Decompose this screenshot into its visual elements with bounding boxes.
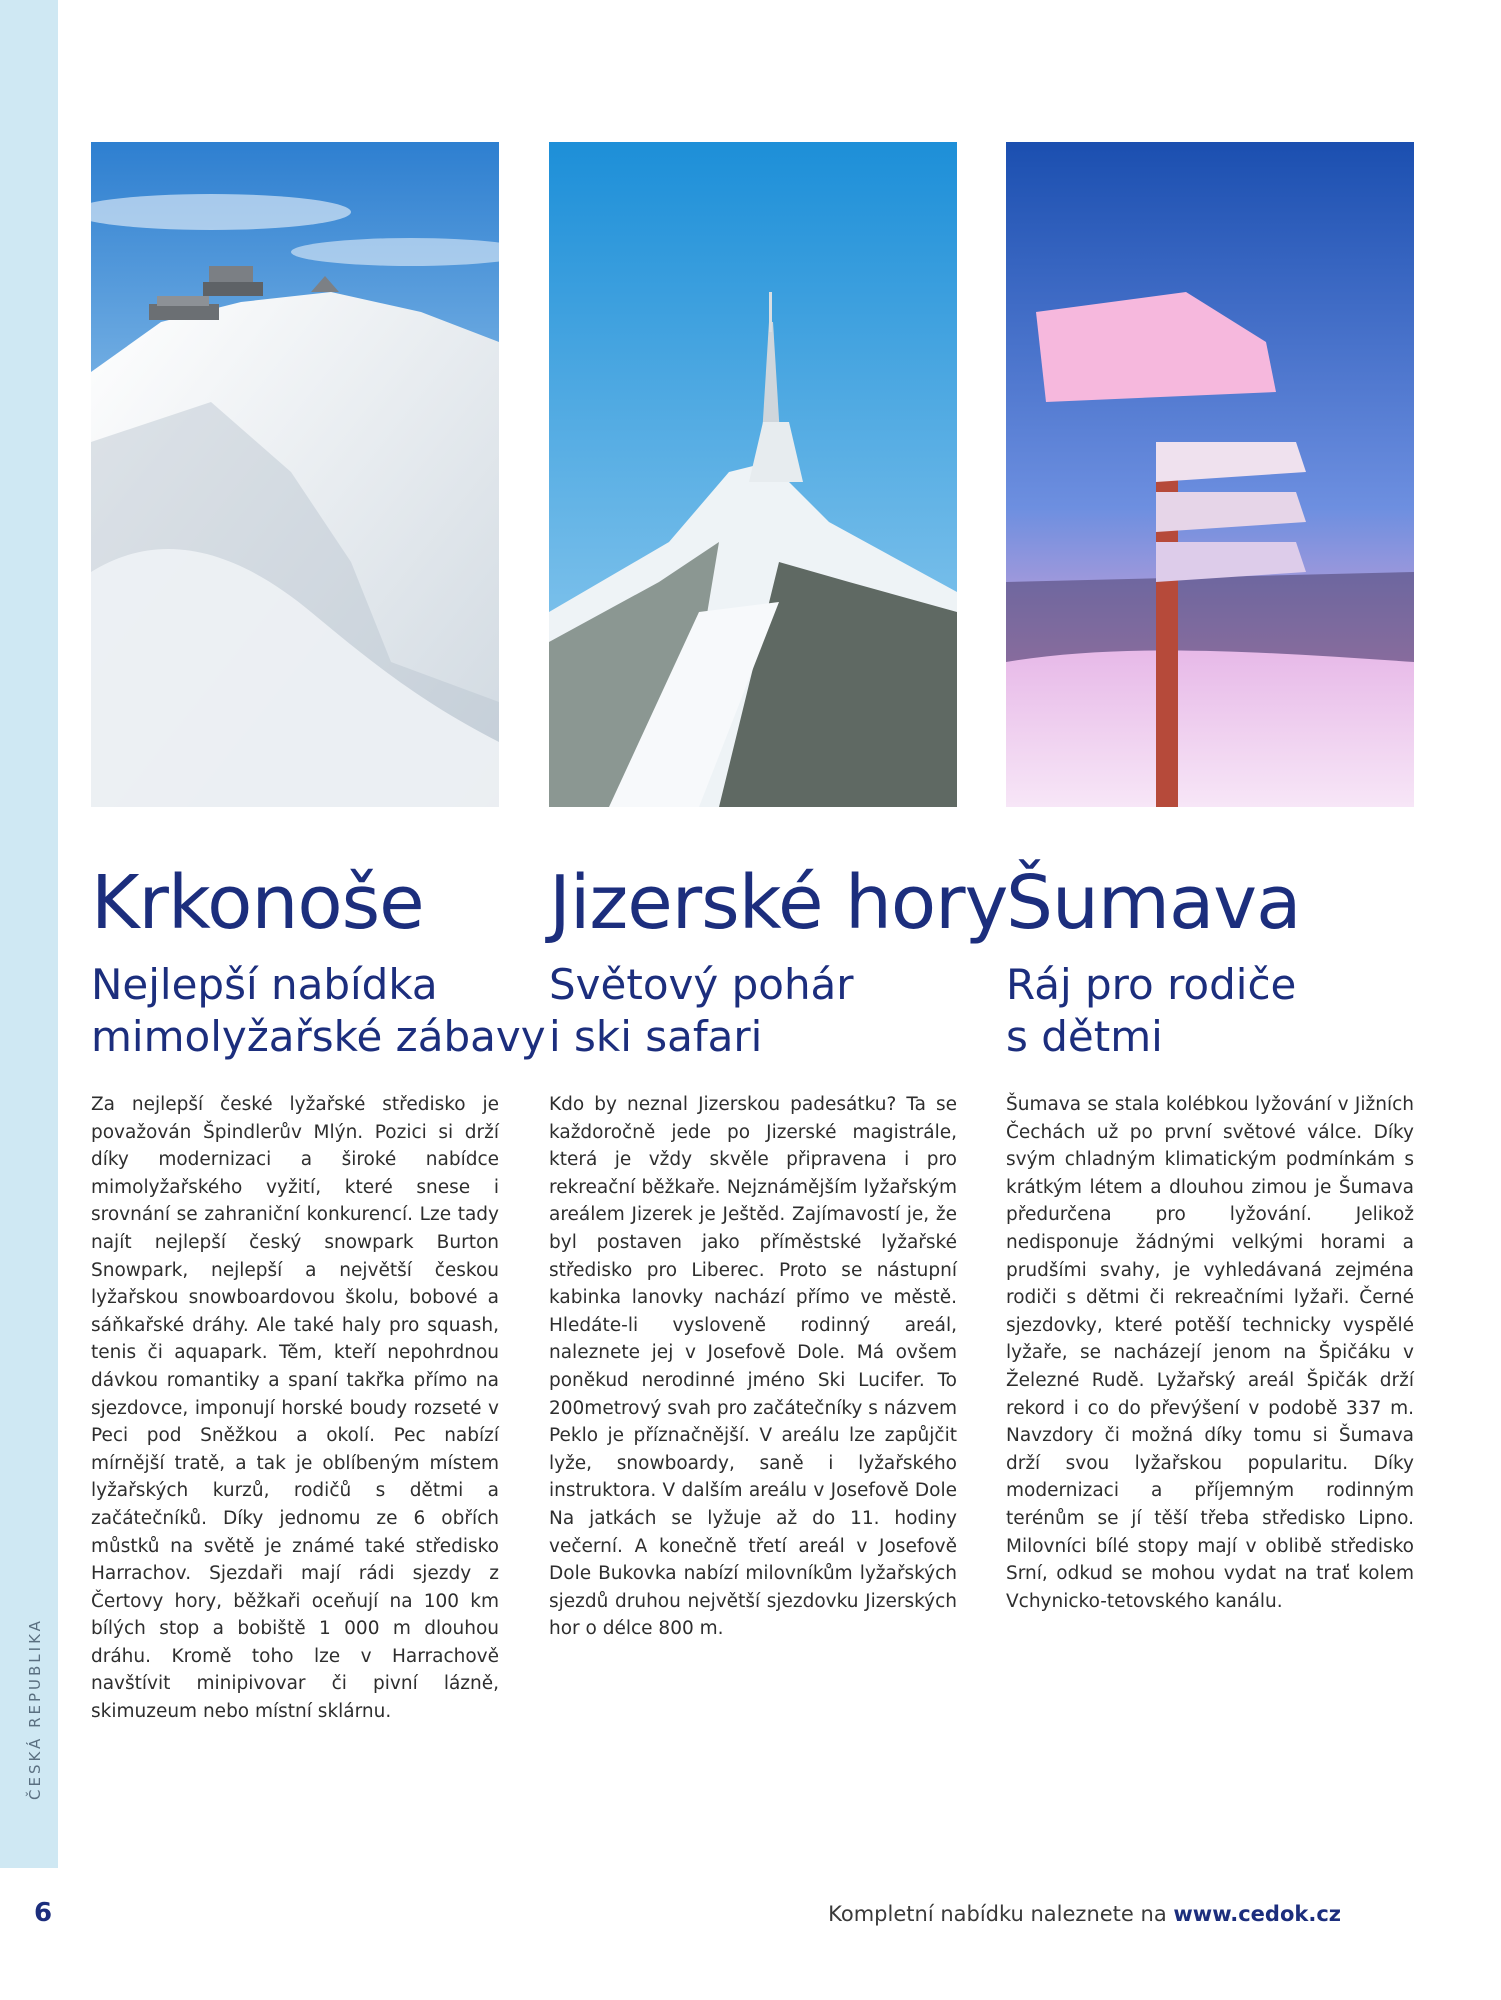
article-title: Šumava [1006, 860, 1301, 946]
subtitle-line: mimolyžařské zábavy [91, 1012, 546, 1061]
article-subtitle [549, 959, 969, 1063]
subtitle-line: s dětmi [1006, 1012, 1163, 1061]
article-text: Za nejlepší české lyžařské středisko je považován Špindlerův Mlýn. Pozici si drží díky modernizaci a široké nabídce mimolyžařského vyžití, které snese i srovnání se zahraniční konkurencí. Lze tady najít nejlepší český snowpark Burton Snowpark, nejlepší a největší českou lyžařskou snowboardovou školu, bobové a sáňkařské dráhy. Ale také haly pro squash, tenis či aquapark. Těm, kteří nepohrdnou dávkou romantiky a spaní takřka přímo na sjezdovce, imponují horské boudy rozseté v Peci pod Sněžkou a okolí. Pec nabízí mírnější tratě, a tak je oblíbeným místem lyžařských kurzů, rodičů s dětmi a začátečníků. Díky jednomu ze 6 obřích můstků na světě je známé také středisko Harrachov. Sjezdaři mají rádi sjezdy z Čertovy hory, běžkaři oceňují na 100 km bílých stop a bobiště 1 000 m dlouhou dráhu. Kromě toho lze v Harrachově navštívit minipivovar či pivní lázně, skimuzeum nebo místní sklárnu. [91, 1094, 499, 1723]
side-strip [0, 0, 58, 1868]
article-text: Šumava se stala kolébkou lyžování v Jižních Čechách už po první světové válce. Díky svým chladným klimatickým podmínkám s krátkým létem a dlouhou zimou je Šumava předurčena pro lyžování. Jelikož nedisponuje žádnými velkými horami a prudšími svahy, je vyhledávaná zejména rodiči s dětmi či rekreačními lyžaři. Černé sjezdovky, které potěší technicky vyspělé lyžaře, se nacházejí jenom na Špičáku v Železné Rudě. Lyžařský areál Špičák drží rekord i co do převýšení v podobě 337 m. Navzdory či možná díky tomu si Šumava drží svou lyžařskou popularitu. Díky modernizaci a příjemným rodinným terénům se jí těší třeba středisko Lipno. Milovníci bílé stopy mají v oblibě středisko Srní, odkud se mohou vydat na trať kolem Vchynicko-tetovského kanálu. [1006, 1094, 1414, 1612]
footer-note-text: Kompletní nabídku naleznete na [828, 1902, 1167, 1926]
subtitle-line: Ráj pro rodiče [1006, 960, 1297, 1009]
photo-tower-summit [549, 142, 957, 807]
article-sumava [1006, 142, 1414, 1634]
photo-snowy-ridge [91, 142, 499, 807]
section-label: ČESKÁ REPUBLIKA [26, 1618, 44, 1800]
footer-note [828, 1902, 1341, 1926]
photo-frozen-signpost [1006, 142, 1414, 807]
page-number: 6 [34, 1898, 53, 1928]
subtitle-line: Nejlepší nabídka [91, 960, 438, 1009]
article-text: Kdo by neznal Jizerskou padesátku? Ta se každoročně jede po Jizerské magistrále, která je vždy skvěle připravena i pro rekreační běžkaře. Nejznámějším lyžařským areálem Jizerek je Ještěd. Zajímavostí je, že byl postaven jako příměstské lyžařské středisko pro Liberec. Proto se nástupní kabinka lanovky nachází přímo ve městě. Hledáte-li vysloveně rodinný areál, naleznete jej v Josefově Dole. Má ovšem poněkud nerodinné jméno Ski Lucifer. To 200metrový svah pro začátečníky s názvem Peklo je příznačnější. V areálu lze zapůjčit lyže, snowboardy, saně i lyžařského instruktora. V dalším areálu v Josefově Dole Na jatkách se lyžuje až do 11. hodiny večerní. A konečně třetí areál v Josefově Dole Bukovka nabízí milovníkům lyžařských sjezdů druhou největší sjezdovku Jizerských hor o délce 800 m. [549, 1094, 957, 1640]
article-title: Krkonoše [91, 860, 424, 946]
article-krkonose [91, 142, 546, 1744]
subtitle-line: i ski safari [549, 1012, 763, 1061]
article-subtitle [1006, 959, 1426, 1063]
article-subtitle [91, 959, 546, 1063]
article-jizerske-hory [549, 142, 1008, 1661]
subtitle-line: Světový pohár [549, 960, 854, 1009]
article-title: Jizerské hory [549, 860, 1008, 946]
website-link[interactable]: www.cedok.cz [1173, 1902, 1341, 1926]
